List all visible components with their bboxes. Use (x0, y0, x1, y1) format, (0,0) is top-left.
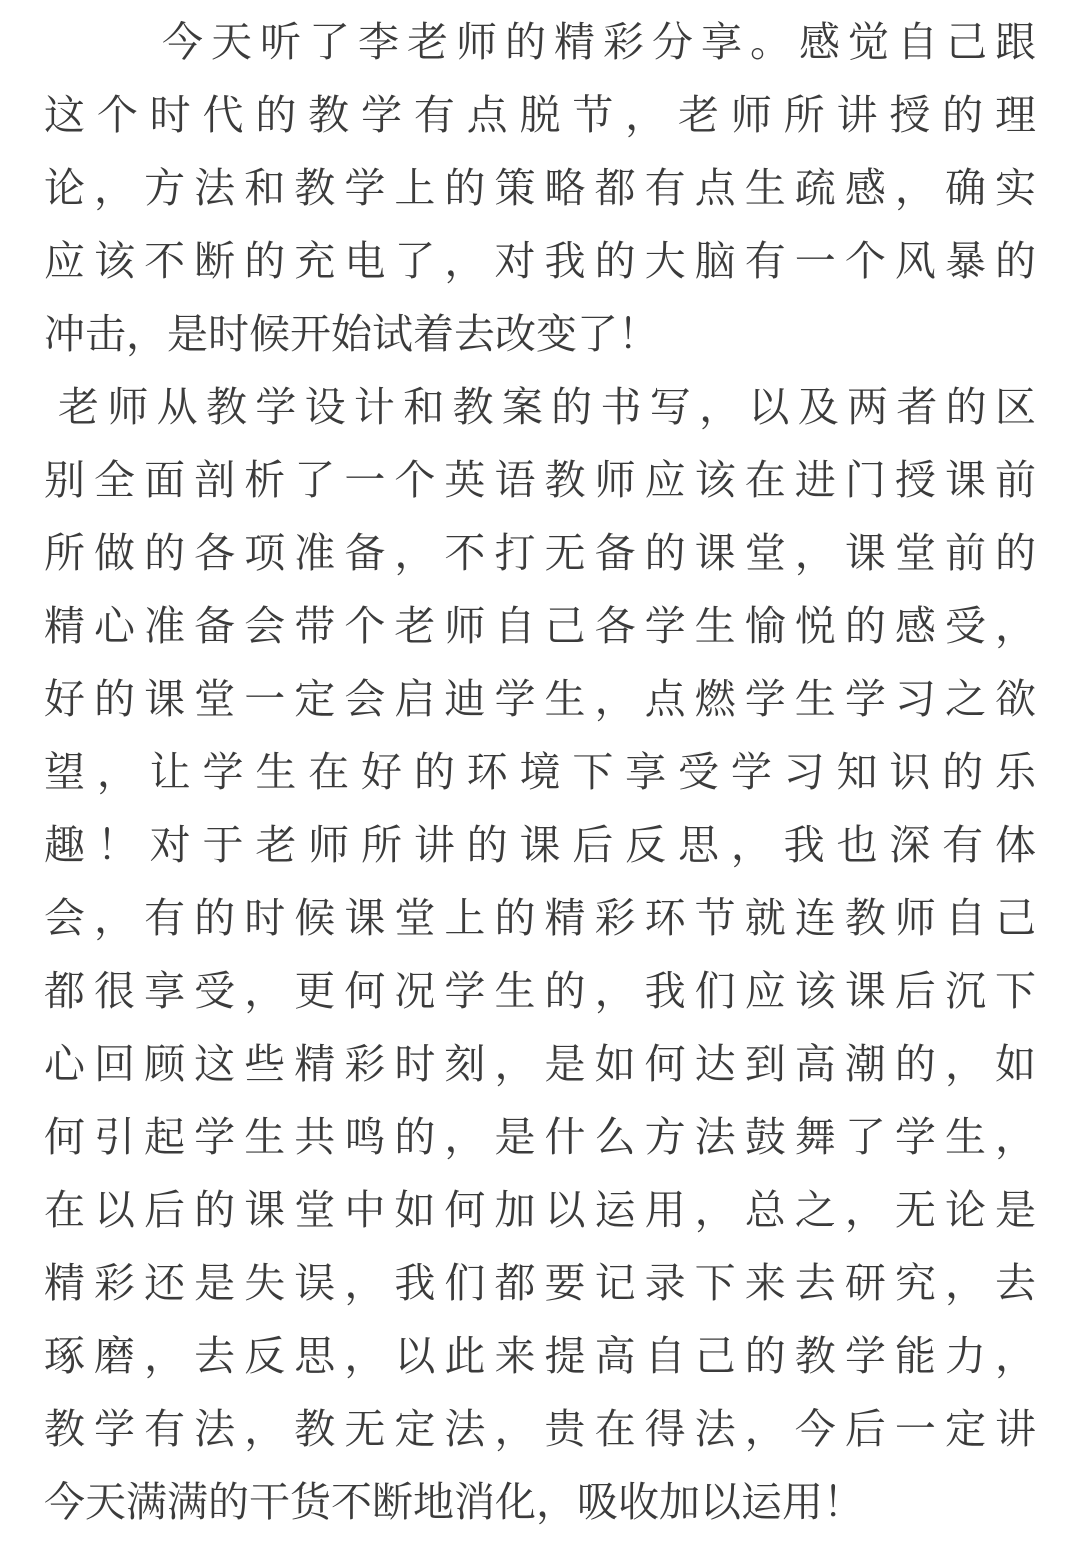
text-line: 老师从教学设计和教案的书写，以及两者的区 (58, 383, 1036, 431)
text-line: 论，方法和教学上的策略都有点生疏感，确实 (44, 164, 1036, 212)
text-line: 琢磨，去反思，以此来提高自己的教学能力， (44, 1332, 1036, 1380)
text-line: 冲击，是时候开始试着去改变了！ (44, 310, 659, 358)
text-line: 都很享受，更何况学生的，我们应该课后沉下 (44, 967, 1036, 1015)
text-line: 何引起学生共鸣的，是什么方法鼓舞了学生， (44, 1113, 1036, 1161)
text-line: 今天听了李老师的精彩分享。感觉自己跟 (162, 18, 1036, 66)
text-line: 会，有的时候课堂上的精彩环节就连教师自己 (44, 894, 1036, 942)
text-line: 今天满满的干货不断地消化，吸收加以运用！ (44, 1478, 864, 1526)
text-line: 教学有法，教无定法，贵在得法，今后一定讲 (44, 1405, 1036, 1453)
text-line: 精彩还是失误，我们都要记录下来去研究，去 (44, 1259, 1036, 1307)
text-line: 精心准备会带个老师自己各学生愉悦的感受， (44, 602, 1036, 650)
text-line: 所做的各项准备，不打无备的课堂，课堂前的 (44, 529, 1036, 577)
text-line: 好的课堂一定会启迪学生，点燃学生学习之欲 (44, 675, 1036, 723)
text-line: 望，让学生在好的环境下享受学习知识的乐 (44, 748, 1036, 796)
text-line: 别全面剖析了一个英语教师应该在进门授课前 (44, 456, 1036, 504)
text-line: 应该不断的充电了，对我的大脑有一个风暴的 (44, 237, 1036, 285)
text-line: 趣！对于老师所讲的课后反思，我也深有体 (44, 821, 1036, 869)
text-line: 心回顾这些精彩时刻，是如何达到高潮的，如 (44, 1040, 1036, 1088)
text-line: 这个时代的教学有点脱节，老师所讲授的理 (44, 91, 1036, 139)
text-line: 在以后的课堂中如何加以运用，总之，无论是 (44, 1186, 1036, 1234)
